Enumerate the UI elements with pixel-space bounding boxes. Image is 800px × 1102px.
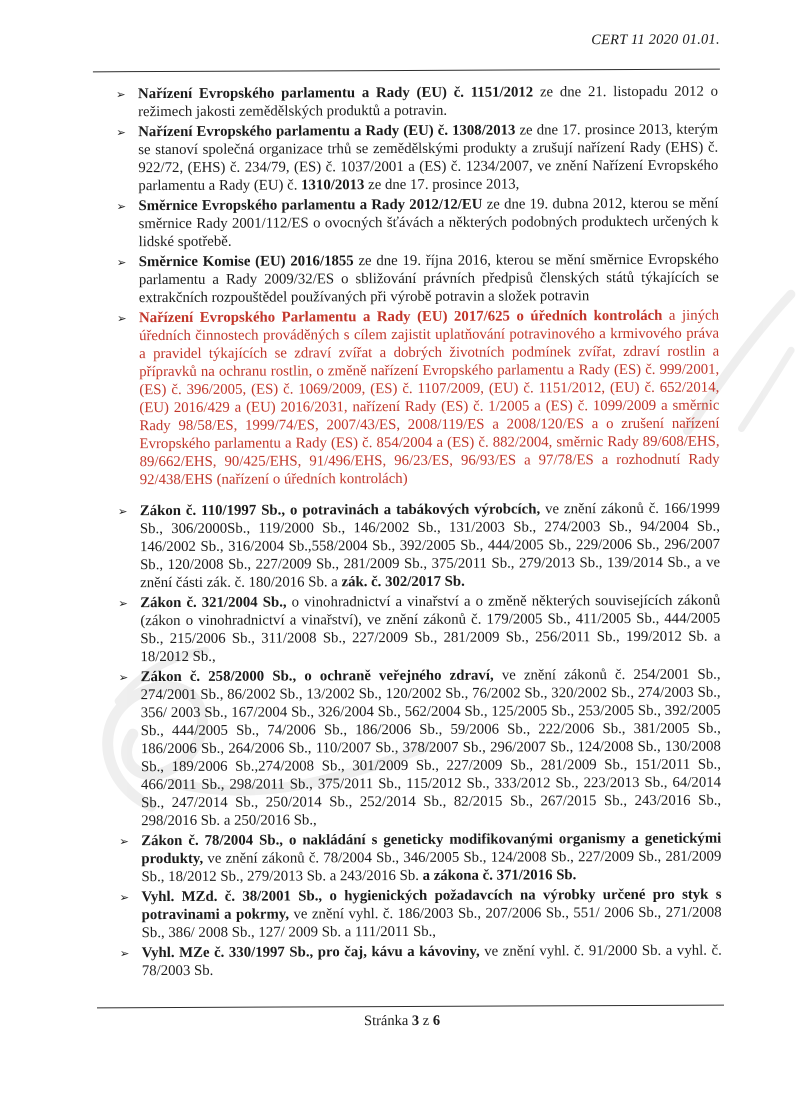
bullet-arrow-icon: ➢	[119, 834, 129, 849]
text-segment: ve znění vyhl. č. 91/2000 Sb. a vyhl. č. 78/2003 Sb.	[141, 942, 722, 980]
text-segment: Zákon č. 78/2004 Sb., o nakládání s geneticky modifikovanými organismy a genetickými produkty,	[141, 830, 722, 868]
footer-divider	[97, 1005, 724, 1009]
bullet-arrow-icon: ➢	[119, 946, 130, 961]
text-segment: a jiných úředních činnostech prováděných s cílem zajistit uplatňování potravinového a krmivového práva a pravidel týkajících se zdraví zvířat a dobrých životních podmínek zvířat, zdraví rostlin a přípravků na ochranu rostlin, o změně nařízení Evropského parlamentu a Rady (ES) č. 999/2001, (ES) č. 396/2005, (ES) č. 1069/2009, (ES) č. 1107/2009, (EU) č. 1151/2012, (EU) č. 652/2014, (EU) 2016/429 a (EU) 2016/2031, nařízení Rady (ES) č. 1/2005 a (ES) č. 1099/2009 a směrnic Rady 98/58/ES, 1999/74/ES, 2007/43/ES, 2008/119/ES a 2008/120/ES a o zrušení nařízení Evropského parlamentu a Rady (ES) č. 854/2004 a (ES) č. 882/2004, směrnic Rady 89/608/EHS, 89/662/EHS, 90/425/EHS, 91/496/EHS, 96/23/ES, 96/93/ES a 97/78/ES a rozhodnutí Rady 92/438/EHS (nařízení o úředních kontrolách)	[139, 307, 720, 489]
bullet-arrow-icon: ➢	[119, 890, 130, 905]
text-segment: Vyhl. MZe č. 330/1997 Sb., pro čaj, kávu a kávoviny,	[141, 943, 485, 962]
header-code: CERT 11 2020 01.01.	[591, 31, 720, 49]
text-segment: ve znění zákonů č. 254/2001 Sb., 274/2001 Sb., 86/2002 Sb., 13/2002 Sb., 120/2002 Sb., 76/2002 Sb., 320/2002 Sb., 274/2003 Sb., 356/ 2003 Sb., 167/2004 Sb., 326/2004 Sb., 562/2004 Sb., 125/2005 Sb., 253/2005 Sb., 392/2005 Sb., 444/2005 Sb., 74/2006 Sb., 186/2006 Sb., 59/2006 Sb., 222/2006 Sb., 381/2005 Sb., 186/2006 Sb., 264/2006 Sb., 110/2007 Sb., 378/2007 Sb., 296/2007 Sb., 124/2008 Sb., 130/2008 Sb., 189/2006 Sb.,274/2008 Sb., 301/2009 Sb., 227/2009 Sb., 281/2009 Sb., 151/2011 Sb., 466/2011 Sb., 298/2011 Sb., 375/2011 Sb., 115/2012 Sb., 333/2012 Sb., 223/2013 Sb., 64/2014 Sb., 247/2014 Sb., 250/2014 Sb., 252/2014 Sb., 82/2015 Sb., 267/2015 Sb., 243/2016 Sb., 298/2016 Sb. a 250/2016 Sb.,	[140, 666, 722, 830]
list-item	[118, 592, 720, 667]
list-item	[119, 830, 721, 887]
text-segment: ze dne 21. listopadu 2012 o režimech jakosti zemědělských produktů a potravin.	[138, 83, 719, 121]
list-item	[117, 251, 719, 308]
text-segment: o vinohradnictví a vinařství a o změně některých souvisejících zákonů (zákon o vinohradnictví a vinařství), ve znění zákonů č. 179/2005 Sb., 411/2005 Sb., 444/2005 Sb., 215/2006 Sb., 311/2008 Sb., 227/2009 Sb., 281/2009 Sb., 256/2011 Sb., 199/2012 Sb. a 18/2012 Sb.,	[140, 592, 721, 666]
text-segment: ve znění zákonů č. 78/2004 Sb., 346/2005 Sb., 124/2008 Sb., 227/2009 Sb., 281/2009 Sb., 18/2012 Sb., 279/2013 Sb. a 243/2016 Sb.	[141, 848, 722, 886]
list-item	[120, 942, 722, 981]
text-segment: Zákon č. 110/1997 Sb., o potravinách a tabákových výrobcích,	[139, 501, 546, 520]
list-item	[116, 195, 718, 252]
bullet-arrow-icon: ➢	[116, 255, 127, 270]
text-segment: ze dne 17. prosince 2013, kterým se stanoví společná organizace trhů se zemědělskými produkty a zrušují nařízení Rady (EHS) č. 922/72, (EHS) č. 234/79, (ES) č. 1037/2001 a (ES) č. 1234/2007, ve znění Nařízení Evropského parlamentu a Rady (EU) č.	[138, 121, 719, 195]
bullet-arrow-icon: ➢	[115, 87, 126, 102]
text-segment: Zákon č. 258/2000 Sb., o ochraně veřejného zdraví,	[140, 667, 502, 686]
page-footer	[2, 1011, 800, 1031]
text-segment: a zákona č. 371/2016 Sb.	[422, 867, 577, 884]
text-segment: Nařízení Evropského parlamentu a Rady (EU) č. 1308/2013	[138, 122, 520, 141]
text-segment: ze dne 17. prosince 2013,	[364, 176, 520, 194]
footer-page-number: 3	[411, 1012, 420, 1029]
text-segment: ve znění zákonů č. 166/1999 Sb., 306/2000Sb., 119/2000 Sb., 146/2002 Sb., 131/2003 Sb., 274/2003 Sb., 94/2004 Sb., 146/2002 Sb., 316/2004 Sb.,558/2004 Sb., 392/2005 Sb., 444/2005 Sb., 229/2006 Sb., 296/2007 Sb., 120/2008 Sb., 227/2009 Sb., 281/2009 Sb., 375/2011 Sb., 279/2013 Sb., 139/2014 Sb., a ve znění části zák. č. 180/2016 Sb. a	[139, 500, 721, 592]
list-item	[118, 500, 720, 593]
text-segment: ze dne 19. října 2016, kterou se mění směrnice Evropského parlamentu a Rady 2009/32/ES o sbližování právních předpisů členských států týkajících se extrakčních rozpouštědel používaných při výrobě potravin a složek potravin	[138, 251, 719, 307]
bullet-arrow-icon: ➢	[118, 670, 129, 685]
text-segment: Zákon č. 321/2004 Sb.,	[140, 594, 292, 612]
list-item	[119, 886, 721, 943]
list-item	[116, 121, 718, 196]
text-segment: 1310/2013	[301, 177, 365, 194]
list-item	[119, 666, 722, 831]
text-segment: Nařízení Evropského Parlamentu a Rady (EU) 2017/625 o úředních kontrolách	[138, 307, 669, 327]
text-segment: Směrnice Komise (EU) 2016/1855	[138, 253, 359, 271]
list-item	[117, 307, 720, 490]
footer-total-pages: 6	[432, 1012, 441, 1029]
bullet-arrow-icon: ➢	[117, 504, 128, 519]
footer-label: Stránka	[363, 1012, 412, 1030]
regulation-list	[116, 83, 722, 983]
text-segment: Nařízení Evropského parlamentu a Rady (EU) č. 1151/2012	[137, 84, 540, 103]
text-segment: ze dne 19. dubna 2012, kterou se mění směrnice Rady 2001/112/ES o ovocných šťávách a některých podobných produktech určených k lidské spotřebě.	[138, 195, 719, 251]
text-segment: Směrnice Evropského parlamentu a Rady 2012/12/EU	[138, 196, 487, 215]
bullet-arrow-icon: ➢	[116, 199, 127, 214]
bullet-arrow-icon: ➢	[118, 596, 128, 611]
text-segment: zák. č. 302/2017 Sb.	[341, 573, 465, 591]
bullet-arrow-icon: ➢	[116, 125, 126, 140]
footer-separator: z	[419, 1012, 433, 1029]
text-segment: ve znění vyhl. č. 186/2003 Sb., 207/2006 Sb., 551/ 2006 Sb., 271/2008 Sb., 386/ 2008 Sb., 127/ 2009 Sb. a 111/2011 Sb.,	[141, 904, 722, 942]
document-header	[591, 32, 720, 50]
bullet-arrow-icon: ➢	[116, 311, 127, 326]
header-divider	[93, 69, 720, 73]
text-segment: Vyhl. MZd. č. 38/2001 Sb., o hygienických požadavcích na výrobky určené pro styk s potravinami a pokrmy,	[141, 886, 722, 924]
list-item	[116, 83, 718, 122]
